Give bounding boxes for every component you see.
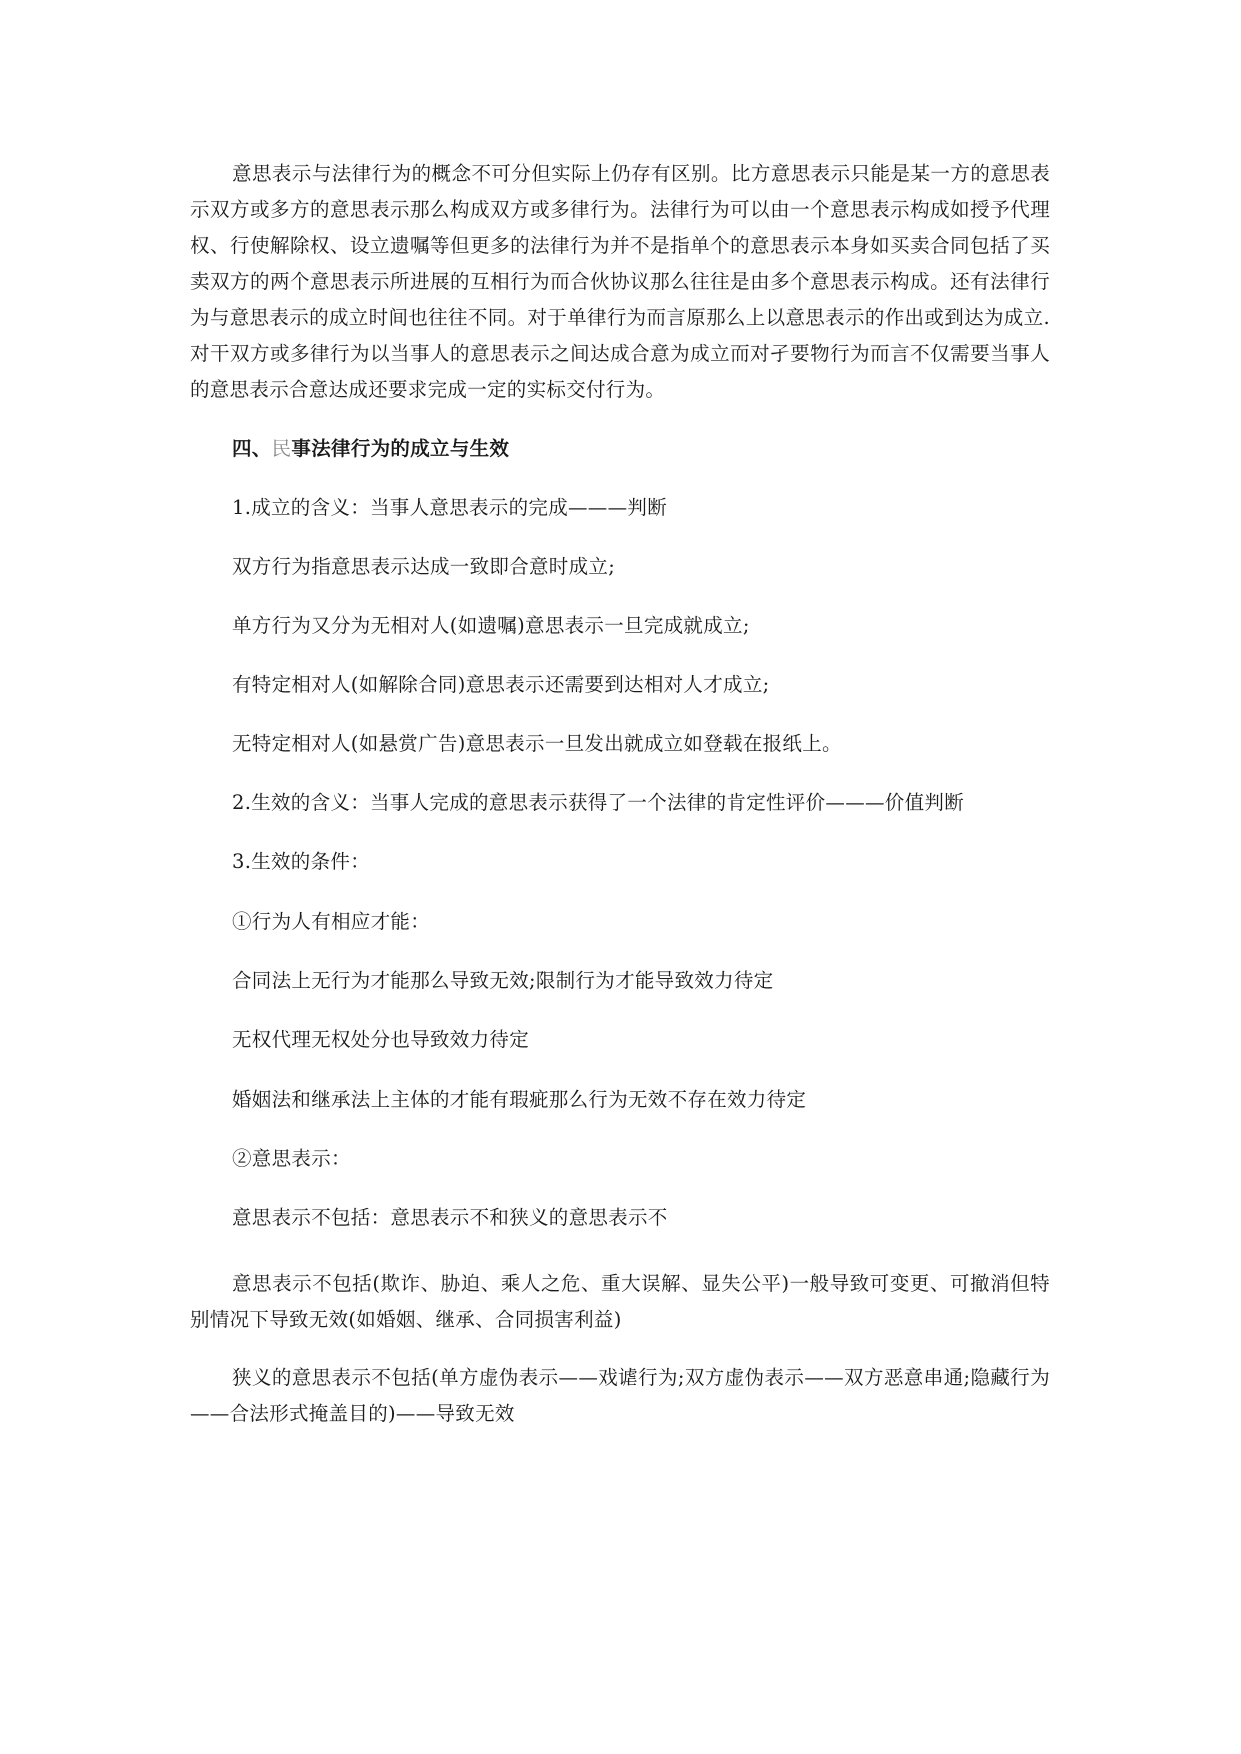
line-no-specific-counterpart: 无特定相对人(如悬赏广告)意思表示一旦发出就成立如登载在报纸上。 (232, 732, 842, 755)
line-intent-expression: ②意思表示： (232, 1147, 351, 1170)
paragraph-void: 狭义的意思表示不包括(单方虚伪表示——戏谑行为;双方虚伪表示——双方恶意串通;隐藏行为——合法形式掩盖目的)——导致无效 (190, 1366, 1050, 1425)
line-establishment-meaning: 1.成立的含义：当事人意思表示的完成———判断 (232, 496, 668, 519)
line-unauthorized-agency: 无权代理无权处分也导致效力待定 (232, 1028, 530, 1051)
heading-faded-char: 民 (271, 437, 292, 460)
line-bilateral-act: 双方行为指意思表示达成一致即合意时成立; (232, 555, 616, 578)
heading-prefix: 四、 (232, 437, 272, 460)
line-specific-counterpart: 有特定相对人(如解除合同)意思表示还需要到达相对人才成立; (232, 673, 770, 696)
line-capacity: ①行为人有相应才能： (232, 910, 431, 933)
paragraph-voidable: 意思表示不包括(欺诈、胁迫、乘人之危、重大误解、显失公平)一般导致可变更、可撤消但特别情况下导致无效(如婚姻、继承、合同损害利益) (190, 1272, 1050, 1331)
line-intent-not-included: 意思表示不包括：意思表示不和狭义的意思表示不 (232, 1206, 668, 1229)
line-unilateral-act: 单方行为又分为无相对人(如遗嘱)意思表示一旦完成就成立; (232, 614, 750, 637)
section-heading (232, 434, 1072, 464)
paragraph-intro: 意思表示与法律行为的概念不可分但实际上仍存有区别。比方意思表示只能是某一方的意思表示双方或多方的意思表示那么构成双方或多律行为。法律行为可以由一个意思表示构成如授予代理权、行使解除权、设立遗嘱等但更多的法律行为并不是指单个的意思表示本身如买卖合同包括了买卖双方的两个意思表示所进展的互相行为而合伙协议那么往往是由多个意思表示构成。还有法律行为与意思表示的成立时间也往往不同。对于单律行为而言原那么上以意思表示的作出或到达为成立.对干双方或多律行为以当事人的意思表示之间达成合意为成立而对孑要物行为而言不仅需要当事人的意思表示合意达成还要求完成一定的实标交付行为。 (190, 162, 1050, 401)
line-marriage-inheritance: 婚姻法和继承法上主体的才能有瑕疵那么行为无效不存在效力待定 (232, 1088, 807, 1111)
line-effect-meaning: 2.生效的含义：当事人完成的意思表示获得了一个法律的肯定性评价———价值判断 (232, 791, 965, 814)
line-contract-law-capacity: 合同法上无行为才能那么导致无效;限制行为才能导致效力待定 (232, 969, 774, 992)
heading-rest: 事法律行为的成立与生效 (291, 437, 510, 460)
line-effect-conditions: 3.生效的条件： (232, 850, 371, 873)
